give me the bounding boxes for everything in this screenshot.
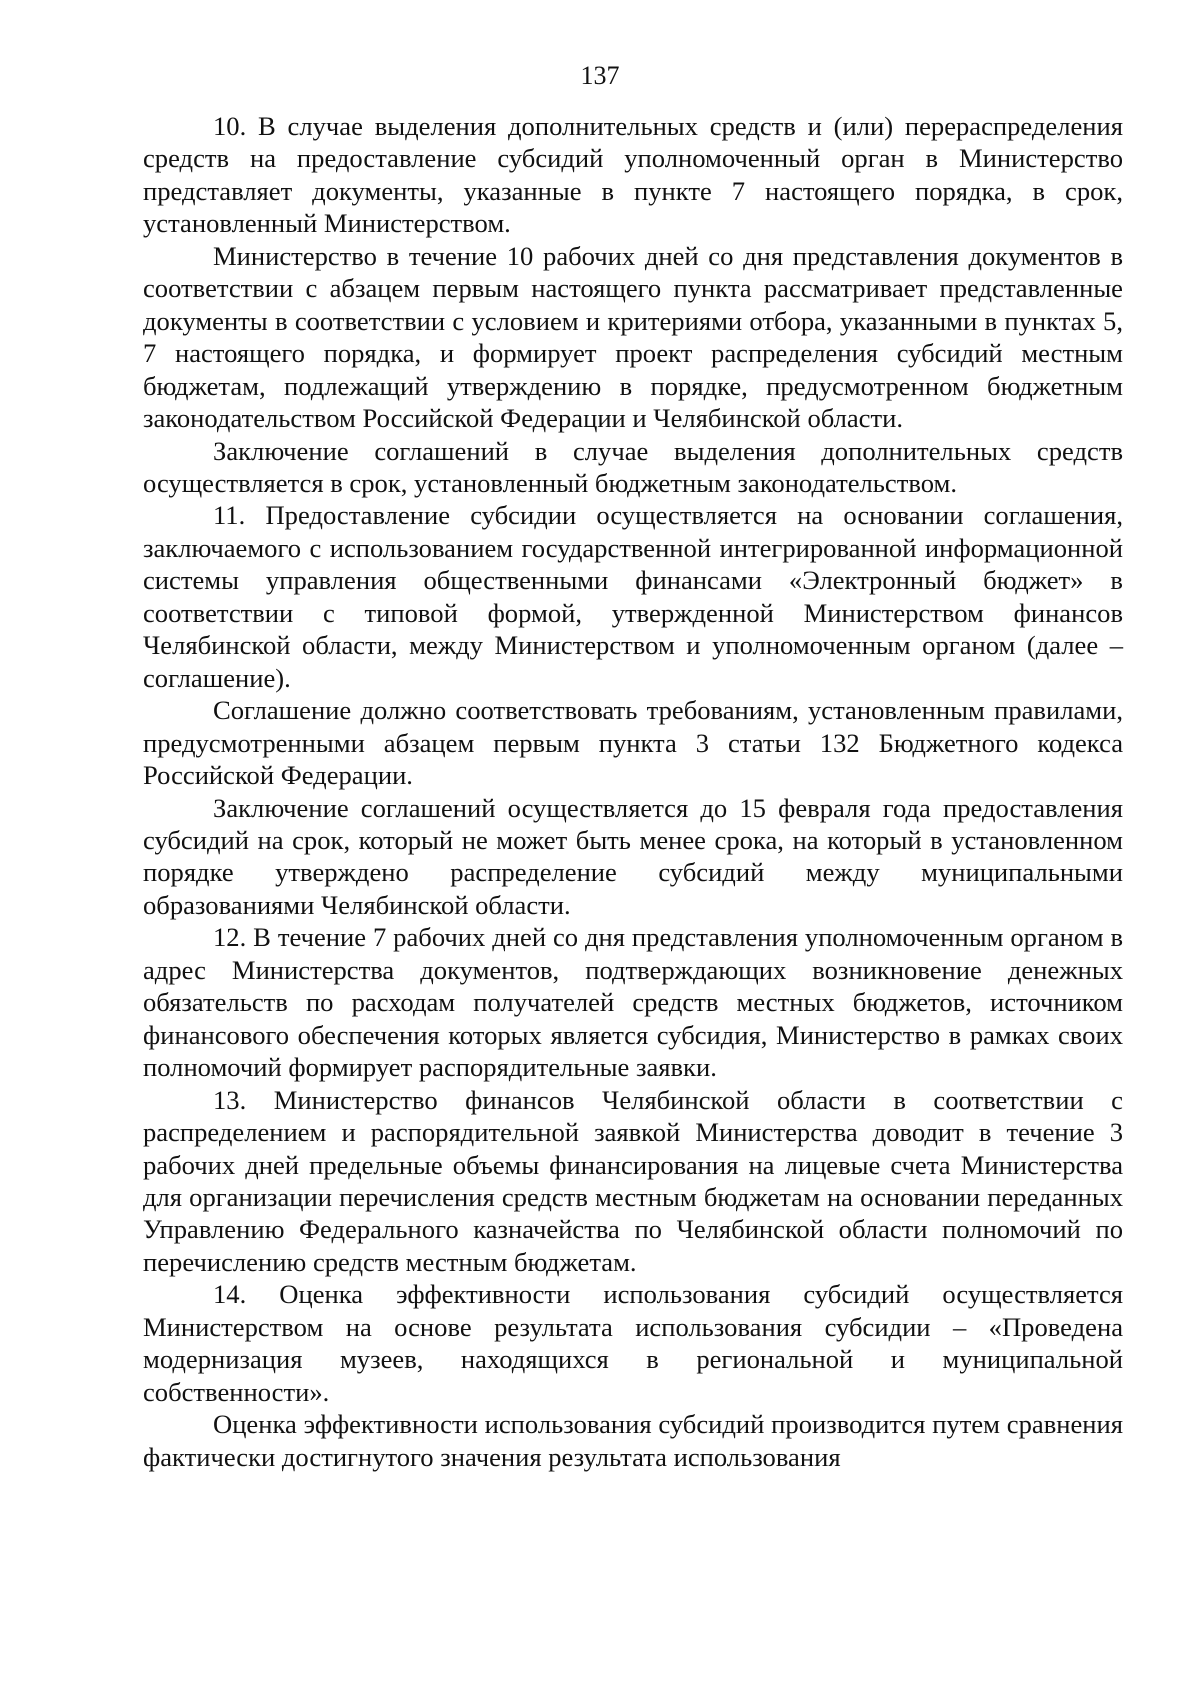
document-body [143,110,1123,1473]
paragraph-14-evaluation: Оценка эффективности использования субсидий производится путем сравнения фактически достигнутого значения результата использования [143,1409,1123,1472]
paragraph-14: 14. Оценка эффективности использования субсидий осуществляется Министерством на основе результата использования субсидии – «Проведена модернизация музеев, находящихся в региональной и муниципальной собственности». [143,1279,1123,1407]
paragraph-13: 13. Министерство финансов Челябинской области в соответствии с распределением и распорядительной заявкой Министерства доводит в течение 3 рабочих дней предельные объемы финансирования на лицевые счета Министерства для организации перечисления средств местным бюджетам на основании переданных Управлению Федерального казначейства по Челябинской области полномочий по перечислению средств местным бюджетам. [143,1084,1123,1277]
paragraph-11: 11. Предоставление субсидии осуществляется на основании соглашения, заключаемого с использованием государственной интегрированной информационной системы управления общественными финансами «Электронный бюджет» в соответствии с типовой формой, утвержденной Министерством финансов Челябинской области, между Министерством и уполномоченным органом (далее – соглашение). [143,500,1123,693]
paragraph-10-agreements: Заключение соглашений в случае выделения дополнительных средств осуществляется в срок, установленный бюджетным законодательством. [143,435,1123,498]
paragraph-12: 12. В течение 7 рабочих дней со дня представления уполномоченным органом в адрес Министерства документов, подтверждающих возникновение денежных обязательств по расходам получателей средств местных бюджетов, источником финансового обеспечения которых является субсидия, Министерство в рамках своих полномочий формирует распорядительные заявки. [143,922,1123,1083]
paragraph-11-agreement-requirements: Соглашение должно соответствовать требованиям, установленным правилами, предусмотренными абзацем первым пункта 3 статьи 132 Бюджетного кодекса Российской Федерации. [143,695,1123,791]
paragraph-10-ministry-review: Министерство в течение 10 рабочих дней со дня представления документов в соответствии с абзацем первым настоящего пункта рассматривает представленные документы в соответствии с условием и критериями отбора, указанными в пунктах 5, 7 настоящего порядка, и формирует проект распределения субсидий местным бюджетам, подлежащий утверждению в порядке, предусмотренном бюджетным законодательством Российской Федерации и Челябинской области. [143,240,1123,434]
paragraph-10: 10. В случае выделения дополнительных средств и (или) перераспределения средств на предоставление субсидий уполномоченный орган в Министерство представляет документы, указанные в пункте 7 настоящего порядка, в срок, установленный Министерством. [143,111,1123,239]
page-number: 137 [580,61,620,90]
paragraph-11-agreement-deadline: Заключение соглашений осуществляется до 15 февраля года предоставления субсидий на срок, который не может быть менее срока, на который в установленном порядке утверждено распределение субсидий между муниципальными образованиями Челябинской области. [143,792,1123,920]
